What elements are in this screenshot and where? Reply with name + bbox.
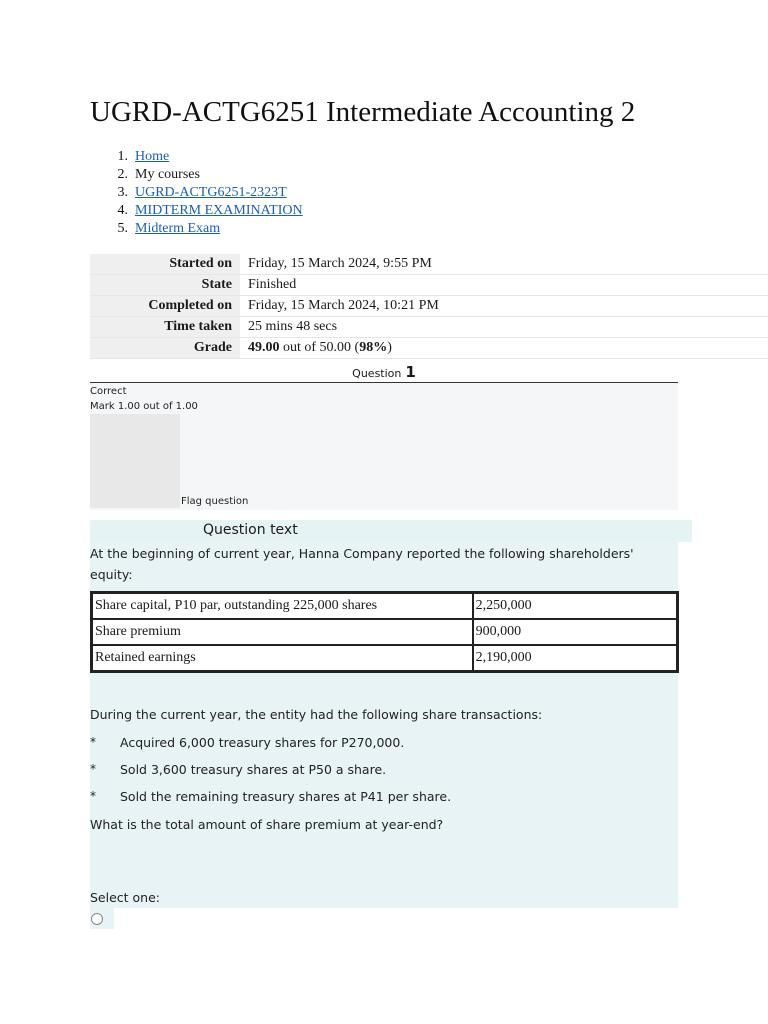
equity-row-value: 2,190,000 (473, 645, 677, 671)
question-text-heading-bar (90, 520, 692, 542)
grade-label: Grade (90, 338, 240, 359)
summary-row-completed (90, 296, 768, 317)
breadcrumb (110, 148, 303, 238)
started-value: Friday, 15 March 2024, 9:55 PM (240, 254, 768, 275)
bullet-marker: * (90, 735, 96, 749)
state-value: Finished (240, 275, 768, 296)
breadcrumb-item-home[interactable] (110, 148, 303, 166)
state-label: State (90, 275, 240, 296)
grade-close: ) (387, 340, 392, 355)
question-status: Correct (90, 386, 127, 397)
equity-row (92, 619, 677, 645)
grade-total: out of 50.00 ( (279, 340, 360, 355)
flag-icon[interactable] (90, 414, 180, 508)
answer-option-row[interactable] (114, 908, 678, 929)
question-text-heading: Question text (203, 522, 298, 538)
grade-score: 49.00 (248, 340, 280, 355)
question-intro: At the beginning of current year, Hanna Company reported the following shareholders' equity: (90, 546, 634, 582)
grade-percent: 98% (359, 340, 388, 355)
started-label: Started on (90, 254, 240, 275)
time-taken-label: Time taken (90, 317, 240, 338)
bullet-marker: * (90, 789, 96, 803)
question-header (90, 362, 678, 383)
equity-table (90, 591, 679, 673)
equity-row-label: Retained earnings (92, 645, 473, 671)
transaction-item: Sold 3,600 treasury shares at P50 a share. (120, 762, 387, 777)
summary-row-time (90, 317, 768, 338)
summary-row-grade (90, 338, 768, 359)
breadcrumb-text-my-courses: My courses (135, 167, 200, 182)
completed-label: Completed on (90, 296, 240, 317)
breadcrumb-number: 1. (117, 149, 128, 164)
bullet-marker: * (90, 762, 96, 776)
breadcrumb-number: 5. (117, 221, 128, 236)
equity-row (92, 645, 677, 671)
completed-value: Friday, 15 March 2024, 10:21 PM (240, 296, 768, 317)
breadcrumb-item-midterm-examination[interactable] (110, 202, 303, 220)
equity-row-value: 2,250,000 (473, 593, 677, 619)
attempt-summary-table (90, 254, 768, 359)
question-mark: Mark 1.00 out of 1.00 (90, 401, 198, 412)
transactions-intro: During the current year, the entity had the following share transactions: (90, 707, 543, 722)
breadcrumb-link-home[interactable]: Home (135, 149, 170, 164)
equity-row-label: Share premium (92, 619, 473, 645)
select-one-label: Select one: (90, 890, 161, 905)
flag-question-link[interactable]: Flag question (181, 496, 249, 507)
summary-row-started (90, 254, 768, 275)
breadcrumb-number: 3. (117, 185, 128, 200)
equity-row (92, 593, 677, 619)
question-number: 1 (405, 363, 416, 381)
breadcrumb-item-midterm-exam[interactable] (110, 220, 303, 238)
transaction-item: Sold the remaining treasury shares at P41 per share. (120, 789, 452, 804)
breadcrumb-link-course[interactable]: UGRD-ACTG6251-2323T (135, 185, 287, 200)
equity-row-value: 900,000 (473, 619, 677, 645)
transaction-item: Acquired 6,000 treasury shares for P270,000. (120, 735, 405, 750)
equity-row-label: Share capital, P10 par, outstanding 225,000 shares (92, 593, 473, 619)
time-taken-value: 25 mins 48 secs (240, 317, 768, 338)
grade-value (240, 338, 768, 359)
breadcrumb-number: 4. (117, 203, 128, 218)
question-prompt: What is the total amount of share premium at year-end? (90, 817, 444, 832)
breadcrumb-item-my-courses (110, 166, 303, 184)
answer-radio[interactable] (91, 913, 103, 925)
breadcrumb-item-course[interactable] (110, 184, 303, 202)
breadcrumb-link-midterm-examination[interactable]: MIDTERM EXAMINATION (135, 203, 303, 218)
page-title: UGRD-ACTG6251 Intermediate Accounting 2 (90, 96, 636, 128)
summary-row-state (90, 275, 768, 296)
breadcrumb-number: 2. (117, 167, 128, 182)
question-header-label: Question (352, 367, 402, 380)
breadcrumb-link-midterm-exam[interactable]: Midterm Exam (135, 221, 221, 236)
